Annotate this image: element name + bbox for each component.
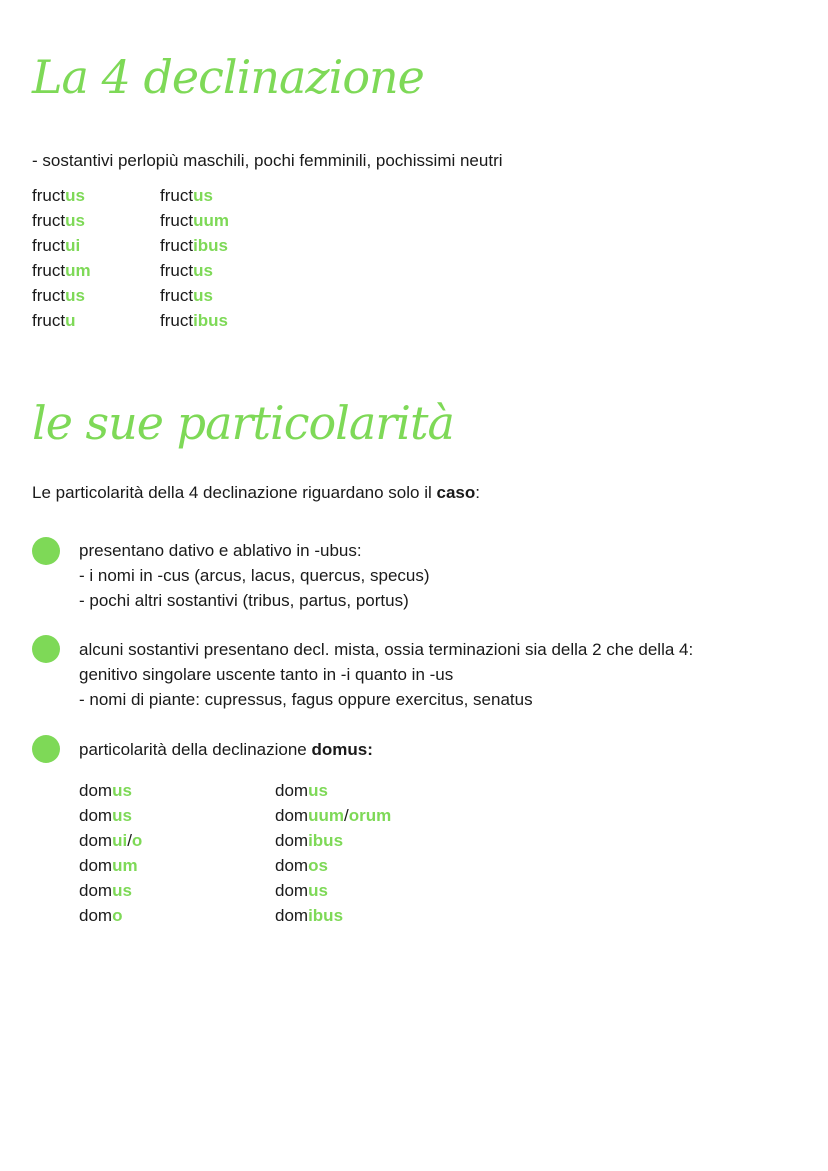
word-stem: fruct xyxy=(160,236,194,255)
word-ending: um xyxy=(65,261,91,280)
word-ending: ibus xyxy=(308,906,344,925)
word-ending: os xyxy=(308,856,328,875)
fructus-plural-column xyxy=(160,183,229,333)
word-stem: fruct xyxy=(32,211,66,230)
bullet-dot-icon xyxy=(32,537,60,565)
word-ending: ui xyxy=(65,236,81,255)
section-title: le sue particolarità xyxy=(32,396,454,450)
declension-row xyxy=(32,208,91,233)
word-stem: fruct xyxy=(32,286,66,305)
bullet-domus xyxy=(79,737,373,762)
bullet-mixed xyxy=(79,637,693,712)
intro-text xyxy=(32,480,480,505)
word-stem: fruct xyxy=(160,211,194,230)
domus-singular-column xyxy=(79,778,142,928)
word-ending: us xyxy=(308,881,328,900)
bullet-ubus xyxy=(79,538,430,613)
declension-row xyxy=(79,878,142,903)
declension-row xyxy=(160,308,229,333)
word-stem: dom xyxy=(275,781,309,800)
declension-row xyxy=(32,258,91,283)
alternate-ending: orum xyxy=(348,806,392,825)
word-stem: fruct xyxy=(160,286,194,305)
domus-declension-table xyxy=(79,778,479,928)
declension-row xyxy=(79,853,142,878)
word-stem: fruct xyxy=(160,311,194,330)
word-ending: us xyxy=(65,186,85,205)
declension-row xyxy=(275,878,391,903)
word-ending: u xyxy=(65,311,76,330)
bullet-ubus-line-2: - i nomi in -cus (arcus, lacus, quercus, specus) xyxy=(79,566,430,585)
word-ending: ui xyxy=(112,831,128,850)
word-stem: fruct xyxy=(32,236,66,255)
ending-separator: / xyxy=(343,806,349,825)
word-stem: fruct xyxy=(160,186,194,205)
word-ending: o xyxy=(112,906,123,925)
word-ending: us xyxy=(112,781,132,800)
alternate-ending: o xyxy=(131,831,143,850)
declension-row xyxy=(79,778,142,803)
intro-bold-word: caso xyxy=(436,483,476,502)
declension-row xyxy=(32,233,91,258)
word-stem: dom xyxy=(79,906,113,925)
declension-row xyxy=(275,803,391,828)
declension-row xyxy=(160,208,229,233)
word-stem: dom xyxy=(79,831,113,850)
word-stem: dom xyxy=(79,781,113,800)
bullet-mixed-line-2: genitivo singolare uscente tanto in -i quanto in -us xyxy=(79,665,454,684)
word-stem: dom xyxy=(275,881,309,900)
fructus-declension-table xyxy=(32,183,332,333)
gender-note: - sostantivi perlopiù maschili, pochi femminili, pochissimi neutri xyxy=(32,151,503,170)
declension-row xyxy=(79,803,142,828)
bullet-ubus-line-1: presentano dativo e ablativo in -ubus: xyxy=(79,541,362,560)
bullet-ubus-line-3: - pochi altri sostantivi (tribus, partus, portus) xyxy=(79,591,409,610)
domus-plural-column xyxy=(275,778,391,928)
word-ending: us xyxy=(65,286,85,305)
intro-text-end: : xyxy=(475,483,480,502)
word-stem: dom xyxy=(79,806,113,825)
declension-row xyxy=(32,308,91,333)
declension-row xyxy=(160,258,229,283)
word-ending: ibus xyxy=(308,831,344,850)
declension-row xyxy=(275,778,391,803)
word-ending: uum xyxy=(193,211,229,230)
intro-text-start: Le particolarità della 4 declinazione riguardano solo il xyxy=(32,483,437,502)
ending-separator: / xyxy=(127,831,132,850)
word-ending: us xyxy=(193,286,213,305)
word-stem: dom xyxy=(79,881,113,900)
bullet-mixed-line-1: alcuni sostantivi presentano decl. mista, ossia terminazioni sia della 2 che della 4: xyxy=(79,640,694,659)
declension-row xyxy=(32,183,91,208)
fructus-singular-column xyxy=(32,183,91,333)
word-stem: dom xyxy=(79,856,113,875)
declension-row xyxy=(79,828,142,853)
declension-row xyxy=(275,903,391,928)
word-ending: us xyxy=(193,186,213,205)
declension-row xyxy=(275,853,391,878)
word-stem: dom xyxy=(275,856,309,875)
word-stem: dom xyxy=(275,906,309,925)
word-ending: us xyxy=(193,261,213,280)
word-stem: fruct xyxy=(160,261,194,280)
word-ending: um xyxy=(112,856,138,875)
declension-row xyxy=(79,903,142,928)
word-stem: dom xyxy=(275,806,309,825)
bullet-dot-icon xyxy=(32,735,60,763)
bullet-mixed-line-3: - nomi di piante: cupressus, fagus oppure exercitus, senatus xyxy=(79,690,533,709)
declension-row xyxy=(32,283,91,308)
word-stem: fruct xyxy=(32,186,66,205)
declension-row xyxy=(160,233,229,258)
word-stem: dom xyxy=(275,831,309,850)
bullet-domus-bold: domus: xyxy=(311,740,373,759)
word-stem: fruct xyxy=(32,261,66,280)
page-title: La 4 declinazione xyxy=(32,50,424,104)
declension-row xyxy=(275,828,391,853)
word-ending: us xyxy=(112,881,132,900)
word-ending: us xyxy=(65,211,85,230)
word-ending: uum xyxy=(308,806,344,825)
bullet-dot-icon xyxy=(32,635,60,663)
declension-row xyxy=(160,183,229,208)
word-stem: fruct xyxy=(32,311,66,330)
bullet-domus-text: particolarità della declinazione xyxy=(79,740,312,759)
word-ending: ibus xyxy=(193,236,229,255)
word-ending: us xyxy=(308,781,328,800)
word-ending: ibus xyxy=(193,311,229,330)
declension-row xyxy=(160,283,229,308)
word-ending: us xyxy=(112,806,132,825)
